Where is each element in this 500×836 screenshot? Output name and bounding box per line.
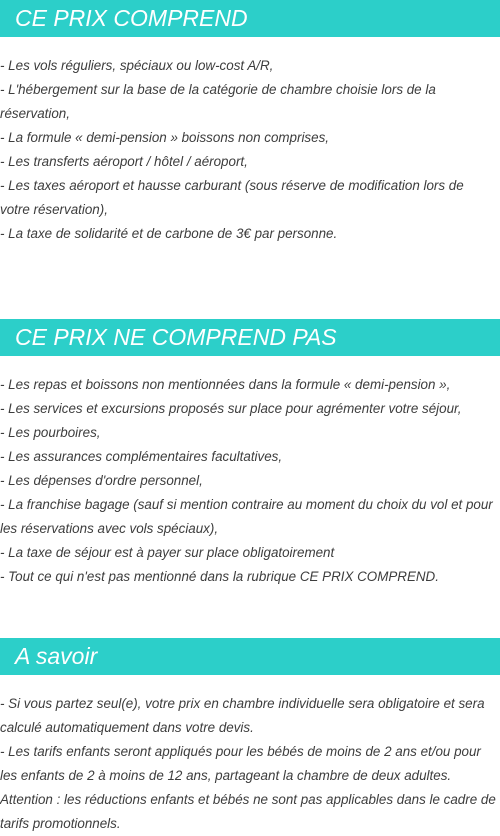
list-item: - Les repas et boissons non mentionnées dans la formule « demi-pension », <box>0 377 451 392</box>
list-item: - La taxe de solidarité et de carbone de 3€ par personne. <box>0 226 338 241</box>
section-header-ce-prix-comprend: CE PRIX COMPREND <box>0 0 500 37</box>
list-item: - La formule « demi-pension » boissons non comprises, <box>0 130 329 145</box>
list-item: - Les assurances complémentaires facultatives, <box>0 449 283 464</box>
section-body-a-savoir <box>0 692 500 836</box>
section-header-ce-prix-ne-comprend-pas: CE PRIX NE COMPREND PAS <box>0 319 500 356</box>
list-item: Attention : les réductions enfants et bébés ne sont pas applicables dans le cadre de tarifs promotionnels. <box>0 792 496 831</box>
list-item: - Les services et excursions proposés sur place pour agrémenter votre séjour, <box>0 401 462 416</box>
list-item: - Les tarifs enfants seront appliqués pour les bébés de moins de 2 ans et/ou pour les enfants de 2 à moins de 12 ans, partageant la chambre de deux adultes. <box>0 744 481 783</box>
list-item: - Les taxes aéroport et hausse carburant (sous réserve de modification lors de votre réservation), <box>0 178 464 217</box>
section-body-ce-prix-comprend <box>0 54 500 246</box>
section-header-a-savoir: A savoir <box>0 638 500 675</box>
list-item: - Tout ce qui n'est pas mentionné dans la rubrique CE PRIX COMPREND. <box>0 569 439 584</box>
list-item: - Si vous partez seul(e), votre prix en chambre individuelle sera obligatoire et sera calculé automatiquement dans votre devis. <box>0 696 485 735</box>
section-body-ce-prix-ne-comprend-pas <box>0 373 500 589</box>
list-item: - La taxe de séjour est à payer sur place obligatoirement <box>0 545 335 560</box>
list-item: - L'hébergement sur la base de la catégorie de chambre choisie lors de la réservation, <box>0 82 436 121</box>
list-item: - Les transferts aéroport / hôtel / aéroport, <box>0 154 248 169</box>
list-item: - Les vols réguliers, spéciaux ou low-cost A/R, <box>0 58 274 73</box>
list-item: - La franchise bagage (sauf si mention contraire au moment du choix du vol et pour les réservations avec vols spéciaux), <box>0 497 493 536</box>
list-item: - Les dépenses d'ordre personnel, <box>0 473 203 488</box>
list-item: - Les pourboires, <box>0 425 101 440</box>
